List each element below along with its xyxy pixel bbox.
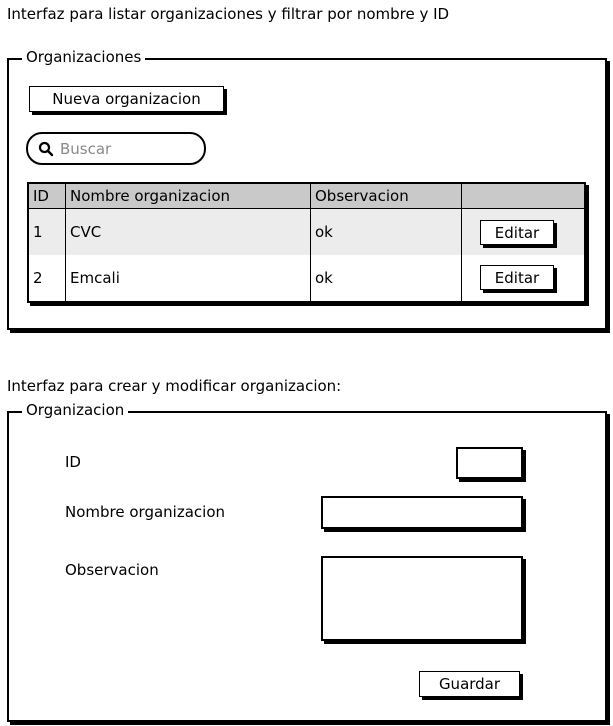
list-caption: Interfaz para listar organizaciones y filtrar por nombre y ID [7,5,450,23]
organizaciones-legend: Organizaciones [22,48,145,66]
new-organization-button[interactable]: Nueva organizacion [29,86,224,112]
edit-button[interactable]: Editar [480,265,554,290]
header-id: ID [28,183,66,209]
header-nombre: Nombre organizacion [66,183,311,209]
observacion-field[interactable] [321,556,523,641]
organizations-table [27,182,586,303]
header-observacion: Observacion [311,183,462,209]
search-box[interactable] [26,132,206,165]
cell-observacion: ok [311,255,462,302]
id-field[interactable] [456,447,523,479]
observacion-label: Observacion [65,561,159,579]
cell-id: 1 [28,209,66,256]
cell-id: 2 [33,269,43,287]
save-button[interactable]: Guardar [419,671,520,697]
nombre-label: Nombre organizacion [65,503,225,521]
cell-nombre: CVC [66,209,311,256]
edit-button[interactable]: Editar [480,220,554,245]
organizacion-legend: Organizacion [22,401,128,419]
table-row [28,209,585,256]
search-input[interactable] [58,139,192,159]
header-actions [462,183,586,209]
cell-nombre: Emcali [66,255,311,302]
cell-observacion: ok [311,209,462,256]
table-header-row [28,183,585,209]
form-caption: Interfaz para crear y modificar organizacion: [7,377,342,395]
table-row [28,255,585,302]
id-label: ID [65,453,81,471]
search-icon [38,141,54,157]
cell-action [462,255,586,302]
nombre-field[interactable] [321,496,523,529]
cell-action [462,209,586,256]
